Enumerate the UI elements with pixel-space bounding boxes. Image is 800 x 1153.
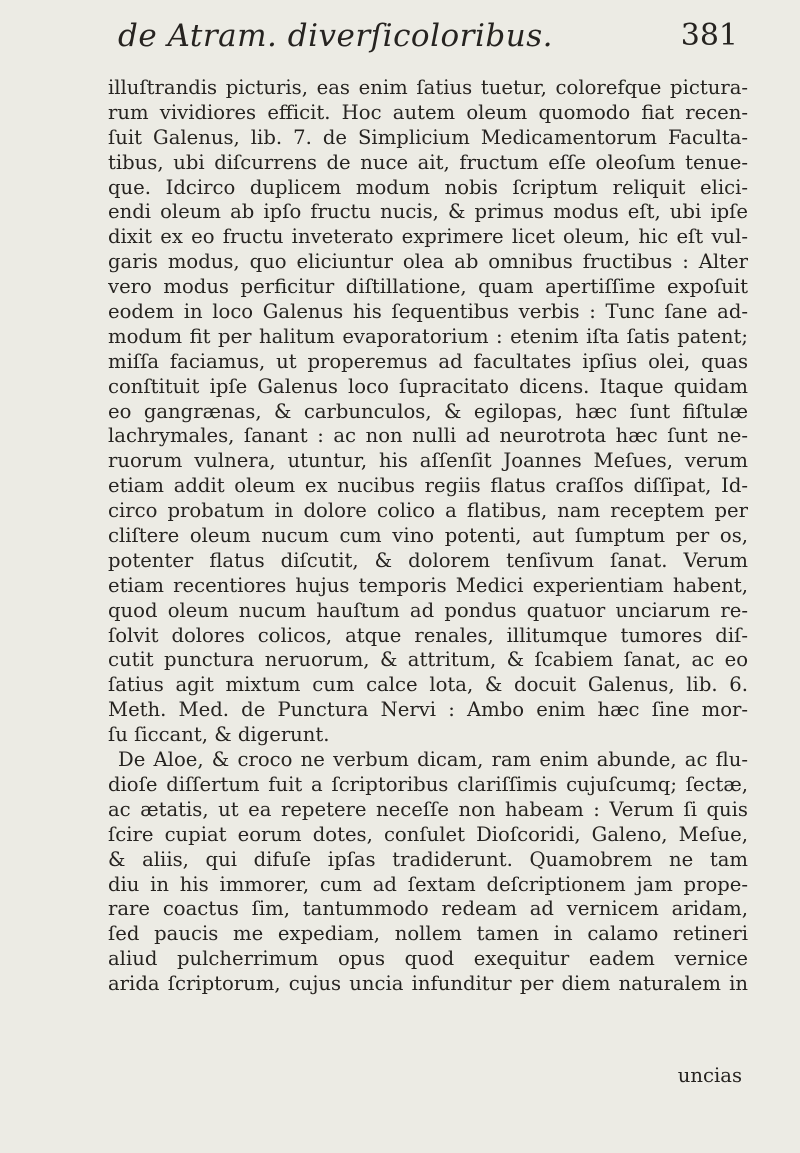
running-title: de Atram. diverſicoloribus.	[118, 18, 553, 54]
text-line: modum fit per halitum evaporatorium : etenim iſta ſatis patent;	[108, 324, 748, 348]
text-line: ſcire cupiat eorum dotes, conſulet Dioſcoridi, Galeno, Meſue,	[108, 822, 748, 846]
text-line: arida ſcriptorum, cujus uncia infunditur per diem naturalem in	[108, 972, 748, 996]
page-number: 381	[680, 18, 738, 53]
text-line: illuſtrandis picturis, eas enim ſatius tuetur, colorefque pictura-	[108, 76, 748, 99]
text-line: eo gangrænas, & carbunculos, & egilopas, hæc ſunt fiſtulæ	[108, 399, 748, 423]
text-line: eodem in loco Galenus his ſequentibus verbis : Tunc ſane ad-	[108, 300, 748, 324]
text-line: De Aloe, & croco ne verbum dicam, ram enim abunde, ac flu-	[118, 748, 748, 772]
catchword: uncias	[677, 1064, 742, 1087]
text-line: ſu ſiccant, & digerunt.	[108, 723, 330, 747]
text-line: potenter flatus diſcutit, & dolorem tenſivum ſanat. Verum	[108, 548, 748, 572]
text-line: circo probatum in dolore colico a flatibus, nam receptem per	[108, 499, 748, 523]
text-line: diu in his immorer, cum ad ſextam deſcriptionem jam prope-	[108, 872, 748, 896]
text-line: Meth. Med. de Punctura Nervi : Ambo enim hæc ſine mor-	[108, 698, 748, 722]
text-line: & aliis, qui difuſe ipſas tradiderunt. Quamobrem ne tam	[108, 847, 748, 871]
body-text	[108, 76, 748, 997]
text-line: aliud pulcherrimum opus quod exequitur eadem vernice	[108, 947, 748, 971]
text-line: dixit ex eo fructu inveterato exprimere licet oleum, hic eſt vul-	[108, 225, 748, 249]
text-line: cutit punctura neruorum, & attritum, & ſcabiem ſanat, ac eo	[108, 648, 748, 672]
text-line: ſuit Galenus, lib. 7. de Simplicium Medicamentorum Faculta-	[108, 125, 748, 149]
text-line: que. Idcirco duplicem modum nobis ſcriptum reliquit elici-	[108, 175, 748, 199]
text-line: ac ætatis, ut ea repetere neceſſe non habeam : Verum ſi quis	[108, 797, 748, 821]
text-line: ſed paucis me expediam, nollem tamen in calamo retineri	[108, 922, 748, 946]
text-line: rare coactus ſim, tantummodo redeam ad vernicem aridam,	[108, 897, 748, 921]
text-line: ruorum vulnera, utuntur, his aſſenſit Joannes Meſues, verum	[108, 449, 748, 473]
text-line: vero modus perficitur diſtillatione, quam apertiſſime expoſuit	[108, 275, 748, 299]
text-line: tibus, ubi diſcurrens de nuce ait, fructum eſſe oleoſum tenue-	[108, 150, 748, 174]
text-line: ſolvit dolores colicos, atque renales, illitumque tumores diſ-	[108, 623, 748, 647]
text-line: etiam addit oleum ex nucibus regiis flatus craſſos diſſipat, Id-	[108, 474, 748, 498]
text-line: rum vividiores efficit. Hoc autem oleum quomodo fiat recen-	[108, 100, 748, 124]
text-line: dioſe diſſertum fuit a ſcriptoribus clariſſimis cujuſcumq; ſectæ,	[108, 772, 748, 796]
text-line: miſſa faciamus, ut properemus ad facultates ipſius olei, quas	[108, 349, 748, 373]
text-line: cliſtere oleum nucum cum vino potenti, aut ſumptum per os,	[108, 524, 748, 548]
page-header	[118, 18, 738, 62]
text-line: etiam recentiores hujus temporis Medici experientiam habent,	[108, 573, 748, 597]
text-line: conſtituit ipſe Galenus loco ſupracitato dicens. Itaque quidam	[108, 374, 748, 398]
text-line: endi oleum ab ipſo fructu nucis, & primus modus eſt, ubi ipſe	[108, 200, 748, 224]
text-line: garis modus, quo eliciuntur olea ab omnibus fructibus : Alter	[108, 250, 748, 274]
text-line: quod oleum nucum hauſtum ad pondus quatuor unciarum re-	[108, 598, 748, 622]
text-line: lachrymales, ſanant : ac non nulli ad neurotrota hæc ſunt ne-	[108, 424, 748, 448]
text-line: ſatius agit mixtum cum calce lota, & docuit Galenus, lib. 6.	[108, 673, 748, 697]
